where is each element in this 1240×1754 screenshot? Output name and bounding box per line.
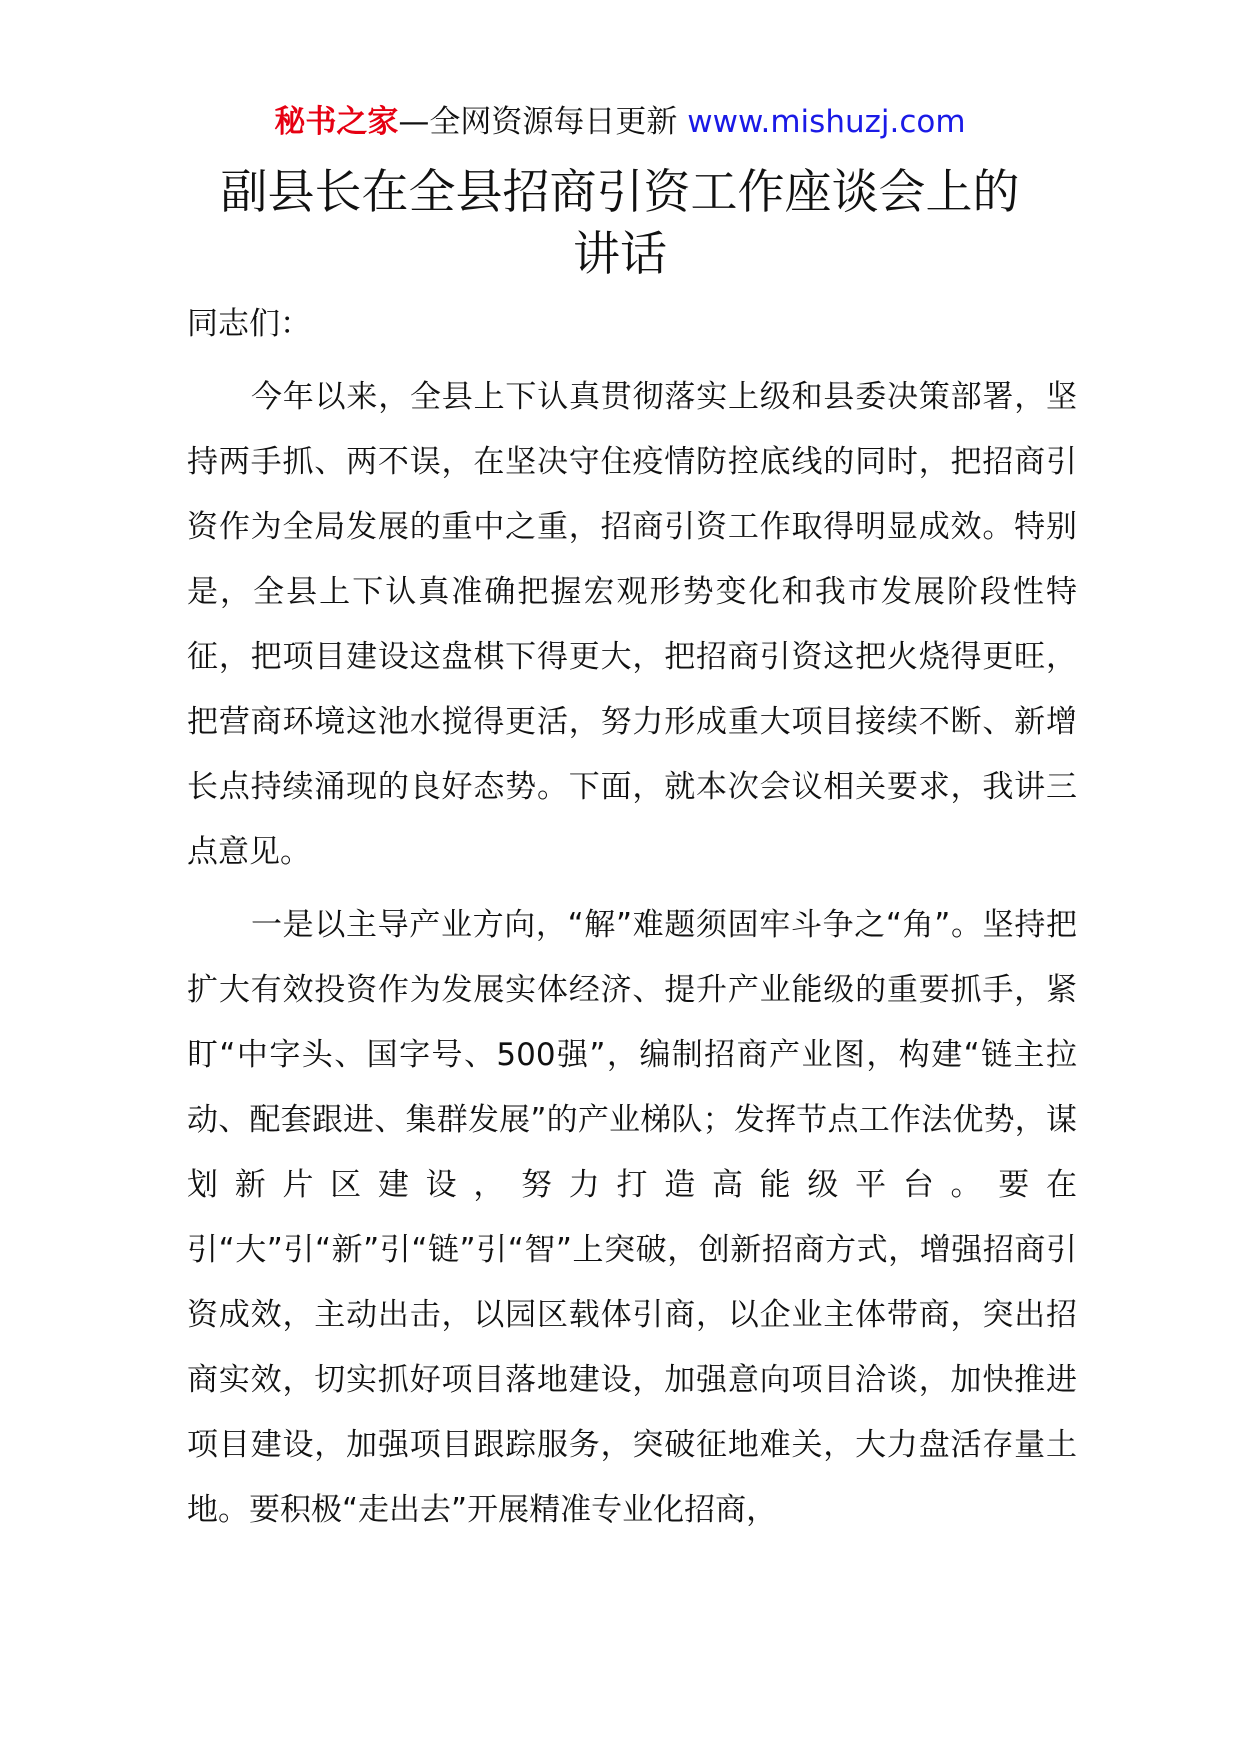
document-title bbox=[0, 162, 1240, 286]
salutation: 同志们： bbox=[187, 306, 311, 342]
title-line-1: 副县长在全县招商引资工作座谈会上的 bbox=[220, 165, 1020, 220]
banner-tagline: —全网资源每日更新 bbox=[398, 104, 678, 140]
paragraph-point-one: 一是以主导产业方向，“解”难题须固牢斗争之“角”。坚持把扩大有效投资作为发展实体经济、提升产业能级的重要抓手，紧盯“中字头、国字号、500强”，编制招商产业图，构建“链主拉动、配套跟进、集群发展”的产业梯队；发挥节点工作法优势，谋划新片区建设，努力打造高能级平台。要在引“大”引“新”引“链”引“智”上突破，创新招商方式，增强招商引资成效，主动出击，以园区载体引商，以企业主体带商，突出招商实效，切实抓好项目落地建设，加强意向项目洽谈，加快推进项目建设，加强项目跟踪服务，突破征地难关，大力盘活存量土地。要积极“走出去”开展精准专业化招商， bbox=[187, 907, 1077, 1528]
site-banner bbox=[0, 100, 1240, 144]
document-body bbox=[187, 292, 1077, 1543]
title-line-2: 讲话 bbox=[573, 227, 667, 282]
paragraph-intro: 今年以来，全县上下认真贯彻落实上级和县委决策部署，坚持两手抓、两不误，在坚决守住疫情防控底线的同时，把招商引资作为全局发展的重中之重，招商引资工作取得明显成效。特别是，全县上下认真准确把握宏观形势变化和我市发展阶段性特征，把项目建设这盘棋下得更大，把招商引资这把火烧得更旺，把营商环境这池水搅得更活，努力形成重大项目接续不断、新增长点持续涌现的良好态势。下面，就本次会议相关要求，我讲三点意见。 bbox=[187, 379, 1077, 870]
website-url[interactable]: www.mishuzj.com bbox=[687, 104, 966, 140]
brand-name: 秘书之家 bbox=[274, 104, 399, 140]
